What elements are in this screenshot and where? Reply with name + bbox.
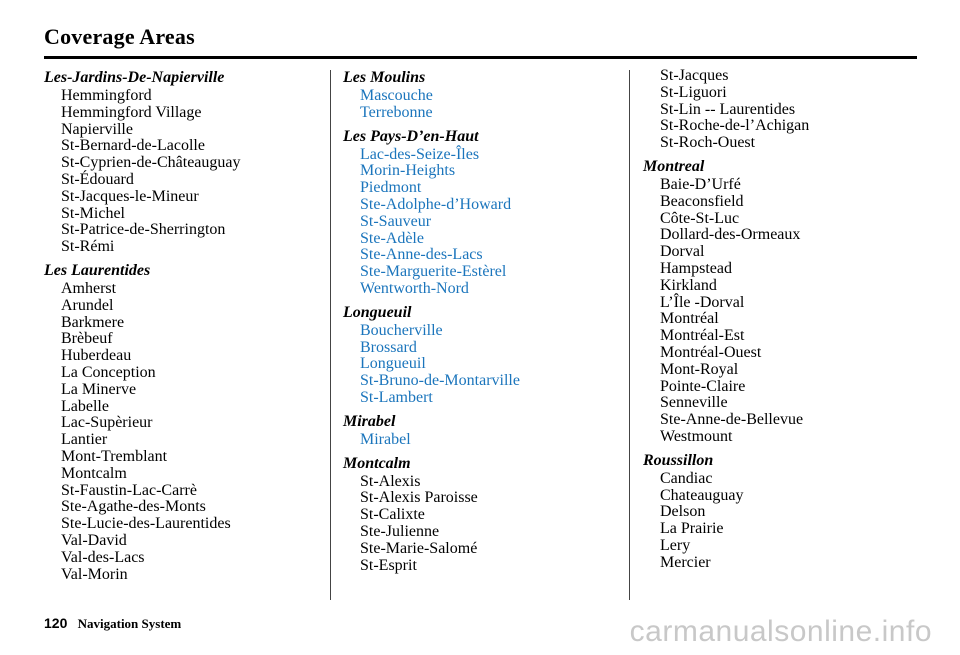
region-heading: Roussillon — [643, 451, 714, 469]
place-item: Ste-Lucie-des-Laurentides — [61, 515, 231, 533]
place-item: Morin-Heights — [360, 162, 456, 180]
place-list — [343, 88, 623, 122]
title-rule — [44, 56, 917, 59]
page-number: 120 — [44, 615, 68, 631]
place-item: Westmount — [660, 427, 733, 445]
region-heading: Les Laurentides — [44, 261, 151, 279]
place-item: Mascouche — [360, 87, 433, 104]
place-item: Mont-Royal — [660, 360, 739, 378]
place-item: Lantier — [61, 431, 108, 449]
place-item: Hampstead — [660, 259, 732, 277]
place-item: Ste-Adolphe-d’Howard — [360, 195, 512, 213]
place-item: Kirkland — [660, 276, 717, 294]
page-footer — [44, 615, 181, 632]
place-item: Mont-Tremblant — [61, 447, 168, 465]
region-heading: Les Pays-D’en-Haut — [343, 127, 479, 145]
place-item: St-Lambert — [360, 388, 433, 406]
place-list — [643, 177, 923, 446]
place-item: St-Alexis Paroisse — [360, 489, 478, 507]
place-item: St-Roche-de-l’Achigan — [660, 117, 810, 135]
place-item: Ste-Anne-des-Lacs — [360, 246, 483, 264]
place-item: Piedmont — [360, 179, 422, 197]
place-item: Montcalm — [61, 464, 127, 482]
place-item: Mirabel — [360, 430, 411, 448]
place-item: St-Alexis — [360, 472, 421, 490]
region-heading: Montreal — [643, 157, 705, 175]
place-item: Brossard — [360, 338, 417, 356]
place-item: Lery — [660, 536, 691, 554]
place-item: Ste-Marie-Salomé — [360, 539, 478, 557]
place-item: St-Esprit — [360, 556, 417, 574]
place-item: Val-Morin — [61, 565, 128, 583]
place-item: St-Cyprien-de-Châteauguay — [61, 154, 241, 172]
place-item: St-Liguori — [660, 83, 727, 101]
place-item: Senneville — [660, 394, 728, 412]
place-item: Ste-Marguerite-Estèrel — [360, 263, 507, 281]
place-item: St-Édouard — [61, 170, 134, 188]
place-item: St-Michel — [61, 204, 125, 222]
place-item: Côte-St-Luc — [660, 209, 740, 227]
place-item: La Prairie — [660, 520, 724, 538]
column-3 — [643, 68, 923, 577]
place-item: Lac-Supèrieur — [61, 414, 153, 432]
watermark: carmanualsonline.info — [629, 615, 932, 648]
region-heading: Les Moulins — [343, 69, 426, 86]
place-item: Dollard-des-Ormeaux — [660, 226, 801, 244]
place-item: St-Patrice-de-Sherrington — [61, 221, 226, 239]
place-item: Chateauguay — [660, 486, 744, 504]
place-list — [44, 281, 324, 583]
region-heading: Mirabel — [343, 412, 396, 430]
place-item: Napierville — [61, 120, 133, 138]
place-item: Ste-Agathe-des-Monts — [61, 498, 206, 516]
place-item: St-Faustin-Lac-Carrè — [61, 481, 197, 499]
place-list — [343, 432, 623, 449]
column-1 — [44, 68, 324, 588]
place-item: L’Île -Dorval — [660, 293, 745, 311]
region-heading: Montcalm — [343, 454, 411, 472]
place-item: Amherst — [61, 279, 117, 297]
place-item: Montréal-Ouest — [660, 343, 762, 361]
place-item: Ste-Julienne — [360, 522, 440, 540]
place-item: Mercier — [660, 553, 711, 571]
place-item: Brèbeuf — [61, 330, 113, 348]
place-item: Val-des-Lacs — [61, 548, 145, 566]
place-list — [343, 147, 623, 298]
place-item: St-Jacques-le-Mineur — [61, 187, 199, 205]
place-item: Terrebonne — [360, 103, 433, 121]
place-item: La Minerve — [61, 380, 137, 398]
place-item: Pointe-Claire — [660, 377, 746, 395]
footer-label: Navigation System — [77, 616, 182, 631]
place-item: La Conception — [61, 363, 156, 381]
place-list — [44, 88, 324, 256]
column-divider-2 — [629, 70, 630, 600]
place-list — [343, 474, 623, 575]
region-heading: Longueuil — [343, 303, 412, 321]
place-item: Montréal-Est — [660, 327, 745, 345]
place-item: Ste-Adèle — [360, 229, 424, 247]
place-item: Baie-D’Urfé — [660, 175, 741, 193]
place-item: Hemmingford — [61, 87, 152, 104]
place-list — [643, 471, 923, 572]
place-item: St-Bernard-de-Lacolle — [61, 137, 205, 155]
place-item: Barkmere — [61, 313, 125, 331]
page-title: Coverage Areas — [44, 24, 195, 49]
place-item: St-Lin -- Laurentides — [660, 100, 796, 118]
place-item: St-Calixte — [360, 506, 425, 524]
column-divider-1 — [330, 70, 331, 600]
place-item: St-Sauveur — [360, 212, 432, 230]
place-item: Delson — [660, 503, 706, 521]
place-item: Montréal — [660, 310, 719, 328]
place-item: Huberdeau — [61, 347, 132, 365]
place-item: Boucherville — [360, 321, 443, 339]
place-item: Arundel — [61, 296, 114, 314]
continued-list — [643, 68, 923, 152]
place-list — [343, 323, 623, 407]
column-2 — [343, 68, 623, 579]
region-heading: Les-Jardins-De-Napierville — [44, 69, 225, 86]
place-item: St-Bruno-de-Montarville — [360, 372, 520, 390]
place-item: Longueuil — [360, 355, 426, 373]
place-item: Beaconsfield — [660, 192, 744, 210]
place-item: Val-David — [61, 531, 127, 549]
place-item: Ste-Anne-de-Bellevue — [660, 411, 804, 429]
place-item: Candiac — [660, 469, 713, 487]
place-item: Labelle — [61, 397, 109, 415]
place-item: St-Roch-Ouest — [660, 134, 756, 152]
place-item: Wentworth-Nord — [360, 279, 469, 297]
place-item: St-Jacques — [660, 67, 729, 84]
place-item: Hemmingford Village — [61, 103, 202, 121]
place-item: Lac-des-Seize-Îles — [360, 145, 480, 163]
place-item: Dorval — [660, 243, 705, 261]
place-item: St-Rémi — [61, 238, 115, 256]
